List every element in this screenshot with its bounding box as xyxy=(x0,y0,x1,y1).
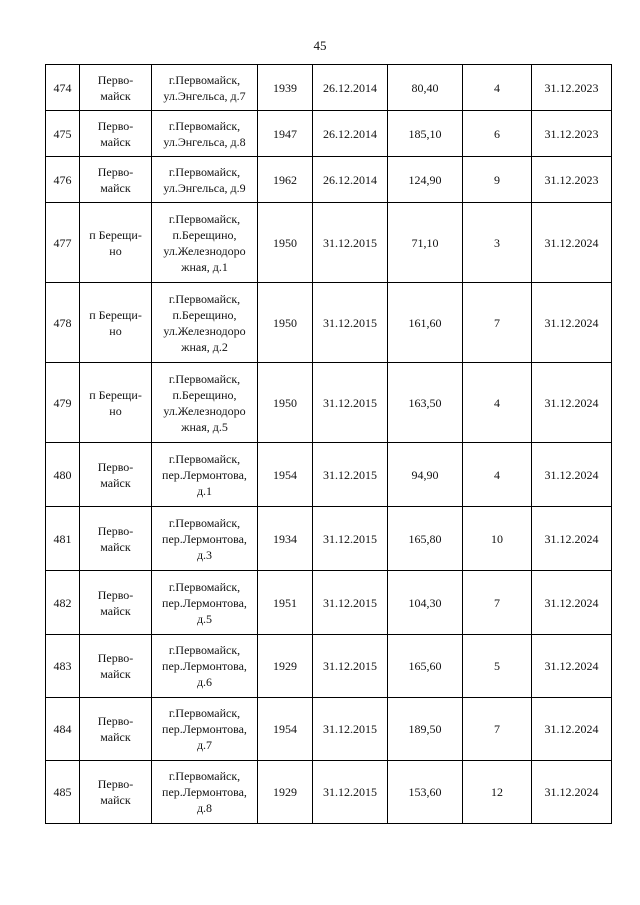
area-cell xyxy=(388,363,463,443)
row-number: 485 xyxy=(53,785,72,799)
area-value: 185,10 xyxy=(408,126,442,141)
address-line: ул.Железнодоро xyxy=(163,323,246,338)
address-line: ул.Энгельса, д.7 xyxy=(163,88,246,103)
table-row xyxy=(46,761,612,824)
deadline-date: 31.12.2024 xyxy=(544,315,599,330)
row-number-cell xyxy=(46,157,80,203)
deadline-date: 31.12.2024 xyxy=(544,595,599,610)
deadline-cell xyxy=(532,203,612,283)
row-number-cell xyxy=(46,635,80,698)
table-row xyxy=(46,363,612,443)
table-row xyxy=(46,157,612,203)
table-body xyxy=(46,65,612,824)
area-value: 71,10 xyxy=(411,235,439,250)
year-cell xyxy=(258,111,313,157)
row-number-cell xyxy=(46,507,80,571)
area-value: 104,30 xyxy=(408,595,442,610)
area-cell xyxy=(388,571,463,635)
address-cell xyxy=(152,507,258,571)
construction-year: 1950 xyxy=(273,235,297,250)
address-line: пер.Лермонтова, xyxy=(162,531,247,546)
deadline-cell xyxy=(532,761,612,824)
address-line: пер.Лермонтова, xyxy=(162,467,247,482)
row-number-cell xyxy=(46,698,80,761)
address-line: пер.Лермонтова, xyxy=(162,722,247,736)
address-line: ул.Железнодоро xyxy=(163,403,246,418)
table-row xyxy=(46,111,612,157)
address-line: г.Первомайск, xyxy=(168,579,241,594)
table-row xyxy=(46,507,612,571)
address-line: п.Берещино, xyxy=(172,227,237,242)
recognition-date: 31.12.2015 xyxy=(323,315,377,330)
address-cell xyxy=(152,698,258,761)
year-cell xyxy=(258,635,313,698)
table-row xyxy=(46,65,612,111)
settlement-line: но xyxy=(109,323,122,338)
area-cell xyxy=(388,635,463,698)
settlement-line: майск xyxy=(100,730,131,744)
date-cell xyxy=(313,111,388,157)
settlement-line: майск xyxy=(100,475,131,490)
address-line: д.8 xyxy=(196,801,213,815)
year-cell xyxy=(258,507,313,571)
address-line: г.Первомайск, xyxy=(168,211,241,226)
deadline-date: 31.12.2024 xyxy=(544,395,599,410)
settlement-line: п Берещи- xyxy=(89,307,142,322)
area-value: 161,60 xyxy=(408,315,442,330)
resident-count: 7 xyxy=(494,315,500,330)
count-cell xyxy=(463,157,532,203)
settlement-line: Перво- xyxy=(97,651,134,665)
recognition-date: 31.12.2015 xyxy=(323,659,377,673)
deadline-date: 31.12.2024 xyxy=(544,722,599,736)
year-cell xyxy=(258,571,313,635)
table-row xyxy=(46,698,612,761)
settlement-line: майск xyxy=(100,88,131,103)
date-cell xyxy=(313,443,388,507)
deadline-cell xyxy=(532,111,612,157)
construction-year: 1934 xyxy=(273,531,297,546)
address-line: г.Первомайск, xyxy=(168,72,241,87)
address-line: г.Первомайск, xyxy=(168,291,241,306)
deadline-cell xyxy=(532,698,612,761)
construction-year: 1954 xyxy=(273,722,297,736)
address-line: жная, д.2 xyxy=(181,339,228,354)
date-cell xyxy=(313,698,388,761)
year-cell xyxy=(258,203,313,283)
address-line: г.Первомайск, xyxy=(168,164,241,179)
settlement-line: но xyxy=(109,403,122,418)
settlement-line: майск xyxy=(100,793,131,807)
address-line: пер.Лермонтова, xyxy=(162,785,247,799)
table-row xyxy=(46,203,612,283)
address-cell xyxy=(152,761,258,824)
address-line: д.7 xyxy=(196,738,213,752)
settlement-cell xyxy=(80,698,152,761)
count-cell xyxy=(463,111,532,157)
count-cell xyxy=(463,443,532,507)
settlement-cell xyxy=(80,157,152,203)
row-number-cell xyxy=(46,363,80,443)
address-line: ул.Энгельса, д.9 xyxy=(163,180,246,195)
date-cell xyxy=(313,363,388,443)
deadline-date: 31.12.2024 xyxy=(544,235,599,250)
settlement-line: Перво- xyxy=(97,164,134,179)
deadline-date: 31.12.2023 xyxy=(544,126,599,141)
address-line: п.Берещино, xyxy=(172,307,237,322)
address-line: жная, д.1 xyxy=(181,259,228,274)
table-row xyxy=(46,635,612,698)
resident-count: 12 xyxy=(491,785,503,799)
recognition-date: 31.12.2015 xyxy=(323,467,377,482)
area-value: 94,90 xyxy=(411,467,439,482)
count-cell xyxy=(463,507,532,571)
resident-count: 4 xyxy=(494,395,500,410)
area-value: 165,60 xyxy=(408,659,442,673)
settlement-line: Перво- xyxy=(97,72,134,87)
settlement-line: Перво- xyxy=(97,118,134,133)
count-cell xyxy=(463,761,532,824)
area-value: 80,40 xyxy=(411,80,439,95)
count-cell xyxy=(463,283,532,363)
recognition-date: 26.12.2014 xyxy=(323,80,377,95)
date-cell xyxy=(313,571,388,635)
resident-count: 6 xyxy=(494,126,500,141)
date-cell xyxy=(313,157,388,203)
address-cell xyxy=(152,443,258,507)
settlement-line: п Берещи- xyxy=(89,387,142,402)
settlement-line: майск xyxy=(100,539,131,554)
construction-year: 1954 xyxy=(273,467,297,482)
deadline-date: 31.12.2024 xyxy=(544,659,599,673)
area-value: 153,60 xyxy=(408,785,442,799)
resident-count: 9 xyxy=(494,172,500,187)
recognition-date: 26.12.2014 xyxy=(323,126,377,141)
settlement-line: Перво- xyxy=(97,777,134,791)
settlement-cell xyxy=(80,283,152,363)
address-line: г.Первомайск, xyxy=(168,371,241,386)
deadline-date: 31.12.2024 xyxy=(544,785,599,799)
resident-count: 4 xyxy=(494,80,500,95)
recognition-date: 31.12.2015 xyxy=(323,785,377,799)
area-cell xyxy=(388,65,463,111)
address-line: д.1 xyxy=(196,483,213,498)
address-cell xyxy=(152,65,258,111)
settlement-line: Перво- xyxy=(97,587,134,602)
deadline-cell xyxy=(532,283,612,363)
table-row xyxy=(46,283,612,363)
settlement-line: Перво- xyxy=(97,714,134,728)
row-number: 477 xyxy=(53,235,72,250)
row-number-cell xyxy=(46,571,80,635)
settlement-line: майск xyxy=(100,180,131,195)
row-number-cell xyxy=(46,283,80,363)
address-line: д.6 xyxy=(196,675,213,689)
area-cell xyxy=(388,283,463,363)
date-cell xyxy=(313,65,388,111)
address-line: п.Берещино, xyxy=(172,387,237,402)
housing-registry-table xyxy=(45,64,612,824)
page-number: 45 xyxy=(313,38,327,53)
settlement-line: п Берещи- xyxy=(89,227,142,242)
area-value: 124,90 xyxy=(408,172,442,187)
deadline-cell xyxy=(532,443,612,507)
address-line: г.Первомайск, xyxy=(168,515,241,530)
settlement-line: майск xyxy=(100,603,131,618)
date-cell xyxy=(313,507,388,571)
recognition-date: 31.12.2015 xyxy=(323,531,377,546)
count-cell xyxy=(463,203,532,283)
row-number: 478 xyxy=(53,315,72,330)
construction-year: 1947 xyxy=(273,126,297,141)
construction-year: 1929 xyxy=(273,659,297,673)
deadline-date: 31.12.2023 xyxy=(544,80,599,95)
table-row xyxy=(46,571,612,635)
year-cell xyxy=(258,283,313,363)
deadline-date: 31.12.2023 xyxy=(544,172,599,187)
address-line: жная, д.5 xyxy=(181,419,228,434)
resident-count: 10 xyxy=(491,531,503,546)
row-number: 483 xyxy=(53,659,72,673)
count-cell xyxy=(463,635,532,698)
settlement-cell xyxy=(80,443,152,507)
address-cell xyxy=(152,635,258,698)
address-line: г.Первомайск, xyxy=(168,643,241,657)
deadline-cell xyxy=(532,507,612,571)
settlement-cell xyxy=(80,111,152,157)
address-line: ул.Энгельса, д.8 xyxy=(163,134,246,149)
row-number: 479 xyxy=(53,395,72,410)
deadline-cell xyxy=(532,363,612,443)
deadline-cell xyxy=(532,157,612,203)
date-cell xyxy=(313,283,388,363)
deadline-cell xyxy=(532,635,612,698)
row-number: 482 xyxy=(53,595,72,610)
settlement-line: Перво- xyxy=(97,523,134,538)
year-cell xyxy=(258,363,313,443)
settlement-line: майск xyxy=(100,667,131,681)
row-number-cell xyxy=(46,111,80,157)
row-number: 481 xyxy=(53,531,72,546)
recognition-date: 26.12.2014 xyxy=(323,172,377,187)
area-cell xyxy=(388,507,463,571)
area-cell xyxy=(388,157,463,203)
settlement-cell xyxy=(80,203,152,283)
area-cell xyxy=(388,111,463,157)
area-cell xyxy=(388,698,463,761)
resident-count: 4 xyxy=(494,467,500,482)
settlement-cell xyxy=(80,65,152,111)
year-cell xyxy=(258,157,313,203)
settlement-cell xyxy=(80,761,152,824)
year-cell xyxy=(258,443,313,507)
recognition-date: 31.12.2015 xyxy=(323,595,377,610)
date-cell xyxy=(313,761,388,824)
deadline-date: 31.12.2024 xyxy=(544,467,599,482)
construction-year: 1939 xyxy=(273,80,297,95)
row-number-cell xyxy=(46,203,80,283)
row-number: 484 xyxy=(53,722,72,736)
row-number-cell xyxy=(46,443,80,507)
address-cell xyxy=(152,571,258,635)
year-cell xyxy=(258,65,313,111)
recognition-date: 31.12.2015 xyxy=(323,395,377,410)
row-number: 476 xyxy=(53,172,72,187)
settlement-line: но xyxy=(109,243,122,258)
settlement-cell xyxy=(80,635,152,698)
row-number: 475 xyxy=(53,126,72,141)
settlement-cell xyxy=(80,507,152,571)
count-cell xyxy=(463,698,532,761)
resident-count: 7 xyxy=(494,595,500,610)
address-line: г.Первомайск, xyxy=(168,451,241,466)
address-line: пер.Лермонтова, xyxy=(162,595,247,610)
year-cell xyxy=(258,698,313,761)
area-value: 165,80 xyxy=(408,531,442,546)
resident-count: 3 xyxy=(494,235,500,250)
construction-year: 1950 xyxy=(273,395,297,410)
count-cell xyxy=(463,65,532,111)
row-number-cell xyxy=(46,761,80,824)
row-number: 474 xyxy=(53,80,72,95)
address-line: ул.Железнодоро xyxy=(163,243,246,258)
row-number-cell xyxy=(46,65,80,111)
construction-year: 1929 xyxy=(273,785,297,799)
table-row xyxy=(46,443,612,507)
address-line: д.5 xyxy=(196,611,213,626)
settlement-cell xyxy=(80,363,152,443)
settlement-line: Перво- xyxy=(97,459,134,474)
construction-year: 1962 xyxy=(273,172,297,187)
date-cell xyxy=(313,203,388,283)
count-cell xyxy=(463,571,532,635)
address-line: г.Первомайск, xyxy=(168,706,241,720)
construction-year: 1951 xyxy=(273,595,297,610)
count-cell xyxy=(463,363,532,443)
area-cell xyxy=(388,761,463,824)
area-cell xyxy=(388,443,463,507)
settlement-cell xyxy=(80,571,152,635)
year-cell xyxy=(258,761,313,824)
area-value: 163,50 xyxy=(408,395,442,410)
address-cell xyxy=(152,203,258,283)
address-line: г.Первомайск, xyxy=(168,769,241,783)
resident-count: 7 xyxy=(494,722,500,736)
deadline-cell xyxy=(532,571,612,635)
address-line: д.3 xyxy=(196,547,213,562)
construction-year: 1950 xyxy=(273,315,297,330)
settlement-line: майск xyxy=(100,134,131,149)
address-line: пер.Лермонтова, xyxy=(162,659,247,673)
address-cell xyxy=(152,283,258,363)
recognition-date: 31.12.2015 xyxy=(323,722,377,736)
row-number: 480 xyxy=(53,467,72,482)
address-cell xyxy=(152,363,258,443)
address-cell xyxy=(152,111,258,157)
area-value: 189,50 xyxy=(408,722,442,736)
address-line: г.Первомайск, xyxy=(168,118,241,133)
area-cell xyxy=(388,203,463,283)
resident-count: 5 xyxy=(494,659,500,673)
date-cell xyxy=(313,635,388,698)
recognition-date: 31.12.2015 xyxy=(323,235,377,250)
address-cell xyxy=(152,157,258,203)
deadline-cell xyxy=(532,65,612,111)
deadline-date: 31.12.2024 xyxy=(544,531,599,546)
